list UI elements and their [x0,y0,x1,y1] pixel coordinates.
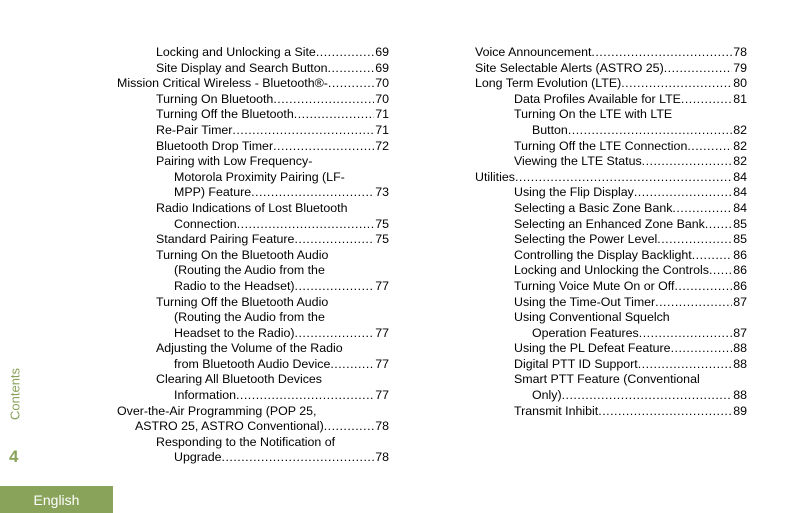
toc-entry[interactable] [117,154,389,201]
toc-entry-title: Site Selectable Alerts (ASTRO 25) [475,60,664,75]
toc-entry[interactable] [475,310,747,341]
toc-entry-title: Upgrade [174,450,222,465]
toc-entry[interactable] [117,123,389,139]
toc-entry-title: Transmit Inhibit [514,403,599,418]
toc-entry-title: Selecting the Power Level [514,232,658,247]
toc-entry-title: Voice Announcement [475,45,592,59]
toc-entry-page: 78 [375,419,389,434]
toc-entry-title: Over-the-Air Programming (POP 25, [117,403,317,418]
dot-leader [621,76,732,92]
dot-leader [515,170,732,186]
toc-entry[interactable] [475,170,747,186]
toc-entry-title: (Routing the Audio from the [174,310,325,325]
toc-entry-title: Locking and Unlocking the Controls [514,263,709,278]
dot-leader [316,45,374,61]
language-tab: English [0,486,113,513]
dot-leader [328,61,375,77]
dot-leader [655,295,732,311]
toc-entry-title: Standard Pairing Feature [156,232,295,247]
toc-entry-page: 79 [733,60,747,75]
toc-entry[interactable] [475,185,747,201]
toc-entry-title: Button [532,122,568,137]
dot-leader [692,248,733,264]
toc-entry-title: Site Display and Search Button [156,60,328,75]
dot-leader [639,326,732,342]
toc-entry-title: Turning Off the LTE Connection [514,138,688,153]
toc-entry[interactable] [117,372,389,403]
dot-leader [295,326,375,342]
toc-entry[interactable] [117,232,389,248]
toc-entry-title: Using the PL Defeat Feature [514,341,671,356]
toc-entry-page: 77 [375,325,389,340]
toc-entry-title: from Bluetooth Audio Device [174,356,331,371]
toc-entry-page: 69 [375,60,389,75]
dot-leader [634,185,732,201]
dot-leader [598,404,732,420]
toc-entry-page: 75 [375,216,389,231]
toc-entry[interactable] [475,92,747,108]
toc-entry[interactable] [117,107,389,123]
toc-entry[interactable] [475,61,747,77]
dot-leader [664,61,733,77]
toc-entry-title: Digital PTT ID Support [514,356,638,371]
toc-entry-page: 85 [733,216,747,231]
toc-entry-page: 77 [375,388,389,403]
toc-entry-title: Selecting a Basic Zone Bank [514,200,673,215]
dot-leader [672,201,732,217]
dot-leader [671,341,733,357]
toc-entry-page: 78 [375,450,389,465]
toc-entry-title: Only) [532,388,562,403]
toc-entry-title: MPP) Feature [174,185,252,200]
toc-entry-page: 72 [375,138,389,153]
dot-leader [237,217,375,233]
dot-leader [681,92,732,108]
toc-entry-page: 75 [375,232,389,247]
toc-entry-page: 82 [733,154,747,169]
toc-entry[interactable] [117,61,389,77]
toc-entry-title: Mission Critical Wireless - Bluetooth®- [117,76,328,91]
toc-entry-title: Using the Time-Out Timer [514,294,656,309]
toc-entry-title: Locking and Unlocking a Site [156,45,316,59]
toc-entry[interactable] [475,217,747,233]
toc-entry-title: Connection [174,216,237,231]
toc-entry-title: Using the Flip Display [514,185,634,200]
toc-entry-page: 85 [733,232,747,247]
toc-entry[interactable] [475,76,747,92]
toc-entry-page: 87 [733,294,747,309]
toc-entry[interactable] [117,45,389,61]
toc-right-column [475,45,747,419]
toc-entry-title: Selecting an Enhanced Zone Bank [514,216,705,231]
toc-entry-title: Turning Off the Bluetooth [156,107,294,122]
dot-leader [236,388,374,404]
toc-entry-page: 88 [733,341,747,356]
dot-leader [294,232,374,248]
toc-entry[interactable] [117,341,389,372]
dot-leader [687,139,732,155]
toc-entry[interactable] [475,372,747,403]
dot-leader [591,45,732,61]
dot-leader [273,139,374,155]
dot-leader [638,357,732,373]
toc-entry[interactable] [475,45,747,61]
toc-entry[interactable] [475,263,747,279]
dot-leader [273,92,374,108]
toc-entry[interactable] [117,404,389,435]
toc-entry-page: 78 [733,45,747,59]
dot-leader [705,217,732,233]
page-number: 4 [9,447,19,466]
toc-entry-page: 88 [733,388,747,403]
toc-entry-page: 86 [733,278,747,293]
toc-entry-title: Bluetooth Drop Timer [156,138,274,153]
toc-entry[interactable] [117,248,389,295]
toc-entry-title: Viewing the LTE Status [514,154,642,169]
toc-entry-page: 84 [733,169,747,184]
dot-leader [562,388,733,404]
toc-entry[interactable] [117,295,389,342]
dot-leader [251,185,374,201]
toc-entry-title: Re-Pair Timer [156,122,233,137]
toc-entry-title: Headset to the Radio) [174,325,295,340]
toc-entry-title: Turning On the Bluetooth Audio [156,247,329,262]
toc-entry[interactable] [475,201,747,217]
toc-entry-title: Radio Indications of Lost Bluetooth [156,200,348,215]
toc-entry-title: Smart PTT Feature (Conventional [514,372,700,387]
toc-entry[interactable] [117,435,389,466]
toc-entry[interactable] [117,139,389,155]
toc-entry[interactable] [475,232,747,248]
section-label: Contents [7,367,23,421]
toc-entry-page: 81 [733,91,747,106]
toc-entry-page: 88 [733,356,747,371]
toc-entry-page: 70 [375,76,389,91]
toc-entry[interactable] [475,404,747,420]
toc-entry-page: 80 [733,76,747,91]
dot-leader [324,419,375,435]
toc-entry[interactable] [475,248,747,264]
toc-entry[interactable] [475,107,747,138]
toc-entry-page: 73 [375,185,389,200]
toc-entry-title: Controlling the Display Backlight [514,247,692,262]
toc-entry[interactable] [117,76,389,92]
toc-entry-title: Pairing with Low Frequency- [156,154,313,169]
toc-entry-title: Responding to the Notification of [156,434,336,449]
toc-entry-title: Motorola Proximity Pairing (LF- [174,169,345,184]
toc-entry-title: Turning Off the Bluetooth Audio [156,294,329,309]
dot-leader [657,232,732,248]
toc-entry[interactable] [475,295,747,311]
dot-leader [232,123,374,139]
toc-entry[interactable] [475,279,747,295]
toc-entry-page: 84 [733,200,747,215]
dot-leader [674,279,732,295]
toc-entry-title: (Routing the Audio from the [174,263,325,278]
dot-leader [568,123,732,139]
toc-entry-page: 84 [733,185,747,200]
dot-leader [709,263,732,279]
toc-entry[interactable] [475,154,747,170]
dot-leader [328,76,374,92]
toc-entry[interactable] [475,139,747,155]
dot-leader [294,107,374,123]
toc-entry-title: Turning On Bluetooth [156,91,274,106]
toc-entry-page: 82 [733,122,747,137]
toc-entry-title: Data Profiles Available for LTE [514,91,681,106]
toc-entry-title: Utilities [475,169,515,184]
toc-entry-title: Information [174,388,236,403]
toc-left-column [117,45,389,466]
toc-entry-title: ASTRO 25, ASTRO Conventional) [135,419,324,434]
toc-entry-title: Radio to the Headset) [174,278,295,293]
toc-entry-page: 77 [375,356,389,371]
toc-entry-page: 69 [375,45,389,59]
dot-leader [330,357,374,373]
toc-entry-page: 71 [375,107,389,122]
toc-entry-page: 87 [733,325,747,340]
toc-entry-page: 86 [733,247,747,262]
toc-entry-title: Turning Voice Mute On or Off [514,278,675,293]
toc-entry[interactable] [117,201,389,232]
toc-entry[interactable] [475,341,747,357]
toc-entry-title: Adjusting the Volume of the Radio [156,341,343,356]
toc-entry-title: Operation Features [532,325,639,340]
toc-entry-title: Using Conventional Squelch [514,310,670,325]
toc-entry-page: 86 [733,263,747,278]
dot-leader [295,279,375,295]
toc-entry-page: 82 [733,138,747,153]
toc-entry[interactable] [117,92,389,108]
toc-entry-page: 77 [375,278,389,293]
dot-leader [642,154,733,170]
toc-entry-title: Turning On the LTE with LTE [514,107,673,122]
dot-leader [222,450,375,466]
toc-entry-page: 89 [733,403,747,418]
toc-entry-title: Clearing All Bluetooth Devices [156,372,322,387]
toc-entry-page: 71 [375,122,389,137]
toc-entry-title: Long Term Evolution (LTE) [475,76,622,91]
toc-entry[interactable] [475,357,747,373]
toc-entry-page: 70 [375,91,389,106]
